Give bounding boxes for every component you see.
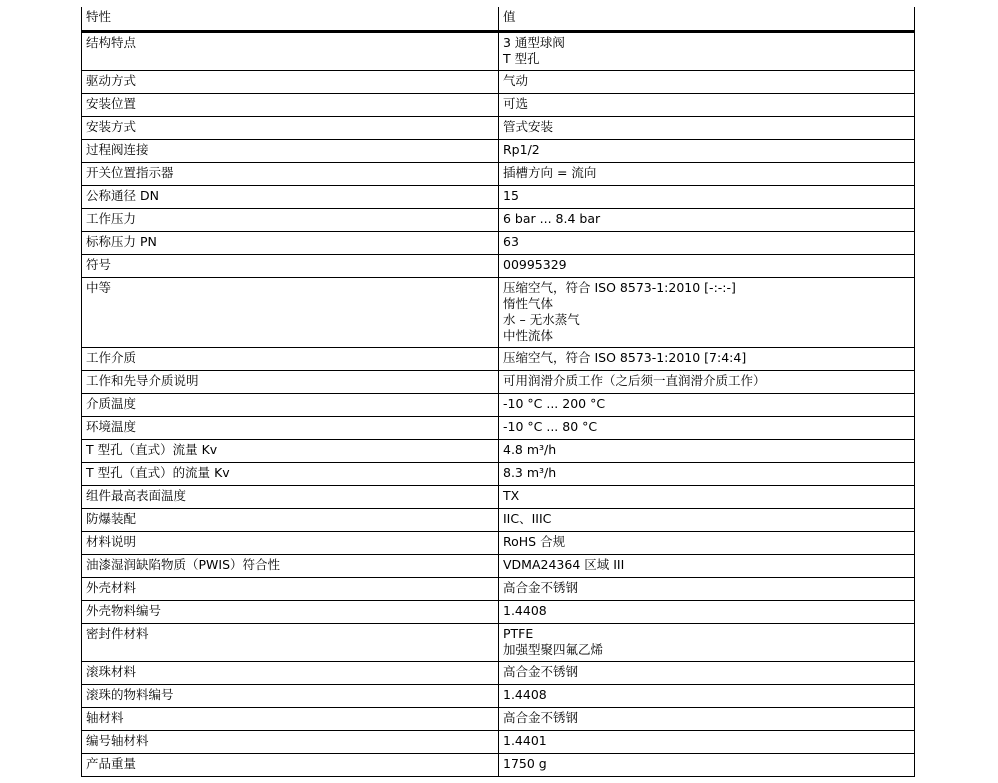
header-property: 特性 [82,7,499,31]
table-row [82,416,915,439]
table-row [82,139,915,162]
value-cell: 3 通型球阀 T 型孔 [499,31,915,70]
value-cell: 1.4401 [499,730,915,753]
table-row [82,531,915,554]
table-row [82,684,915,707]
header-value: 值 [499,7,915,31]
table-row [82,462,915,485]
property-cell: T 型孔（直式）流量 Kv [82,439,499,462]
table-row [82,753,915,776]
property-cell: 工作和先导介质说明 [82,370,499,393]
value-cell: RoHS 合规 [499,531,915,554]
value-cell: 压缩空气，符合 ISO 8573-1:2010 [-:-:-] 惰性气体 水 – 无水蒸气 中性流体 [499,277,915,347]
property-cell: 产品重量 [82,753,499,776]
table-row [82,347,915,370]
value-cell: IIC、IIIC [499,508,915,531]
property-cell: 油漆湿润缺陷物质（PWIS）符合性 [82,554,499,577]
value-cell: 插槽方向 = 流向 [499,162,915,185]
property-cell: 过程阀连接 [82,139,499,162]
table-row [82,485,915,508]
property-cell: 工作压力 [82,208,499,231]
property-cell: 外壳物料编号 [82,600,499,623]
table-row [82,370,915,393]
table-row [82,208,915,231]
property-cell: 环境温度 [82,416,499,439]
table-row [82,185,915,208]
table-row [82,162,915,185]
table-row [82,554,915,577]
spec-body [82,31,915,776]
property-cell: 密封件材料 [82,623,499,661]
property-cell: 中等 [82,277,499,347]
value-cell: -10 °C ... 200 °C [499,393,915,416]
table-row [82,600,915,623]
value-cell: VDMA24364 区域 III [499,554,915,577]
value-cell: 1.4408 [499,684,915,707]
property-cell: 安装位置 [82,93,499,116]
property-cell: 轴材料 [82,707,499,730]
value-cell: 1750 g [499,753,915,776]
table-row [82,393,915,416]
property-cell: 滚珠的物料编号 [82,684,499,707]
table-row [82,623,915,661]
table-row [82,277,915,347]
table-row [82,508,915,531]
value-cell: -10 °C ... 80 °C [499,416,915,439]
table-row [82,730,915,753]
value-cell: 高合金不锈钢 [499,577,915,600]
table-row [82,661,915,684]
property-cell: 介质温度 [82,393,499,416]
table-row [82,577,915,600]
property-cell: 驱动方式 [82,70,499,93]
table-row [82,254,915,277]
property-cell: 防爆装配 [82,508,499,531]
value-cell: 气动 [499,70,915,93]
table-row [82,116,915,139]
property-cell: 材料说明 [82,531,499,554]
value-cell: PTFE 加强型聚四氟乙烯 [499,623,915,661]
property-cell: T 型孔（直式）的流量 Kv [82,462,499,485]
table-row [82,439,915,462]
value-cell: 4.8 m³/h [499,439,915,462]
spec-table [81,7,915,777]
property-cell: 结构特点 [82,31,499,70]
value-cell: 1.4408 [499,600,915,623]
value-cell: 压缩空气，符合 ISO 8573-1:2010 [7:4:4] [499,347,915,370]
property-cell: 组件最高表面温度 [82,485,499,508]
value-cell: 可用润滑介质工作（之后须一直润滑介质工作） [499,370,915,393]
table-row [82,231,915,254]
table-row [82,31,915,70]
property-cell: 符号 [82,254,499,277]
table-row [82,707,915,730]
property-cell: 外壳材料 [82,577,499,600]
value-cell: 6 bar ... 8.4 bar [499,208,915,231]
value-cell: 15 [499,185,915,208]
value-cell: 高合金不锈钢 [499,707,915,730]
value-cell: 00995329 [499,254,915,277]
property-cell: 标称压力 PN [82,231,499,254]
property-cell: 编号轴材料 [82,730,499,753]
table-row [82,70,915,93]
property-cell: 公称通径 DN [82,185,499,208]
value-cell: 8.3 m³/h [499,462,915,485]
property-cell: 开关位置指示器 [82,162,499,185]
value-cell: Rp1/2 [499,139,915,162]
value-cell: 高合金不锈钢 [499,661,915,684]
property-cell: 工作介质 [82,347,499,370]
value-cell: TX [499,485,915,508]
table-row [82,93,915,116]
property-cell: 滚珠材料 [82,661,499,684]
property-cell: 安装方式 [82,116,499,139]
value-cell: 可选 [499,93,915,116]
value-cell: 管式安装 [499,116,915,139]
value-cell: 63 [499,231,915,254]
header-row [82,7,915,31]
